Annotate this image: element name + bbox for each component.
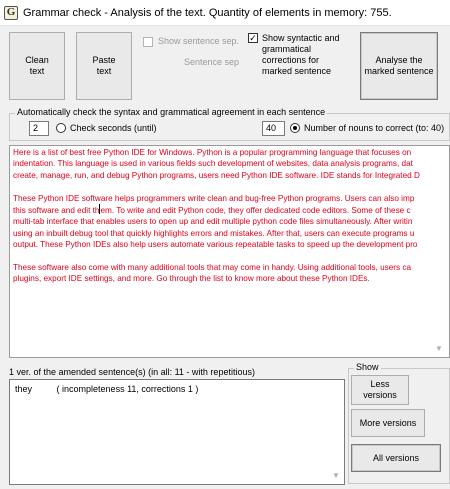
text-line: output. These Python IDEs also help users automate various repeatable tasks to speed up the development pro (13, 240, 418, 250)
blank-line (13, 181, 449, 192)
seconds-input[interactable]: 2 (29, 121, 49, 136)
show-legend: Show (356, 362, 379, 372)
text-line: this software and edit them. To write and edit Python code, they offer dedicated code editors. Some of these c (13, 206, 411, 216)
text-line: multi-tab interface that enables users to open up and edit multiple python code files simultaneously. After writin (13, 217, 413, 227)
less-versions-button[interactable]: Less versions (351, 375, 409, 405)
text-line: plugins, export IDE settings, and more. Go through the list to know more about these Python IDEs. (13, 274, 370, 284)
text-line: create, manage, run, and debug Python programs, users need Python IDE software. IDE stands for Integrated D (13, 170, 420, 180)
text-line: Here is a list of best free Python IDE for Windows. Python is a popular programming language that focuses on (13, 148, 412, 157)
nouns-input[interactable]: 40 (262, 121, 285, 136)
main-text-area[interactable] (9, 145, 450, 358)
results-header: 1 ver. of the amended sentence(s) (in all: 11 - with repetitious) (9, 367, 255, 377)
more-versions-button[interactable]: More versions (351, 409, 425, 437)
text-scroll-down-icon[interactable]: ▼ (435, 344, 443, 353)
nouns-label: Number of nouns to correct (to: 40) (304, 123, 445, 133)
analyse-sentence-button[interactable]: Analyse the marked sentence (360, 32, 438, 100)
clean-text-button[interactable]: Clean text (9, 32, 65, 100)
sentence-sep-label: Sentence sep (184, 57, 240, 67)
title-bar (0, 0, 450, 26)
text-line: These Python IDE software helps programmers write clean and bug-free Python programs. Users can also imp (13, 193, 415, 203)
text-line: indentation. This language is used in various fields such development of websites, data analysis programs, dat (13, 159, 413, 169)
seconds-radio[interactable] (56, 123, 66, 133)
results-list[interactable] (9, 379, 345, 485)
text-line: using an inbuilt debug tool that quickly highlights errors and mistakes. After that, users can execute programs u (13, 228, 415, 238)
results-scroll-down-icon[interactable]: ▼ (332, 471, 340, 480)
all-versions-button[interactable]: All versions (351, 444, 441, 472)
nouns-radio[interactable] (290, 123, 300, 133)
result-word: they (15, 384, 33, 394)
result-detail: ( incompleteness 11, corrections 1 ) (56, 384, 199, 394)
text-cursor (99, 204, 100, 214)
show-syntactic-checkbox[interactable]: ✓ (249, 33, 257, 43)
window-title: Grammar check - Analysis of the text. Quantity of elements in memory: 755. (23, 6, 392, 19)
auto-check-legend: Automatically check the syntax and grammatical agreement in each sentence (17, 107, 326, 117)
show-sentence-sep-label: Show sentence sep. (158, 36, 240, 46)
blank-line (13, 251, 449, 262)
show-sentence-sep-checkbox[interactable] (143, 37, 153, 47)
paste-text-button[interactable]: Paste text (76, 32, 132, 100)
show-syntactic-label: Show syntactic and grammatical corrections for marked sentence (262, 33, 340, 76)
text-line: These software also come with many additional tools that may come in handy. Using additional tools, users ca (13, 263, 412, 273)
seconds-label: Check seconds (until) (70, 123, 157, 133)
grammar-app-icon: G (4, 6, 18, 20)
